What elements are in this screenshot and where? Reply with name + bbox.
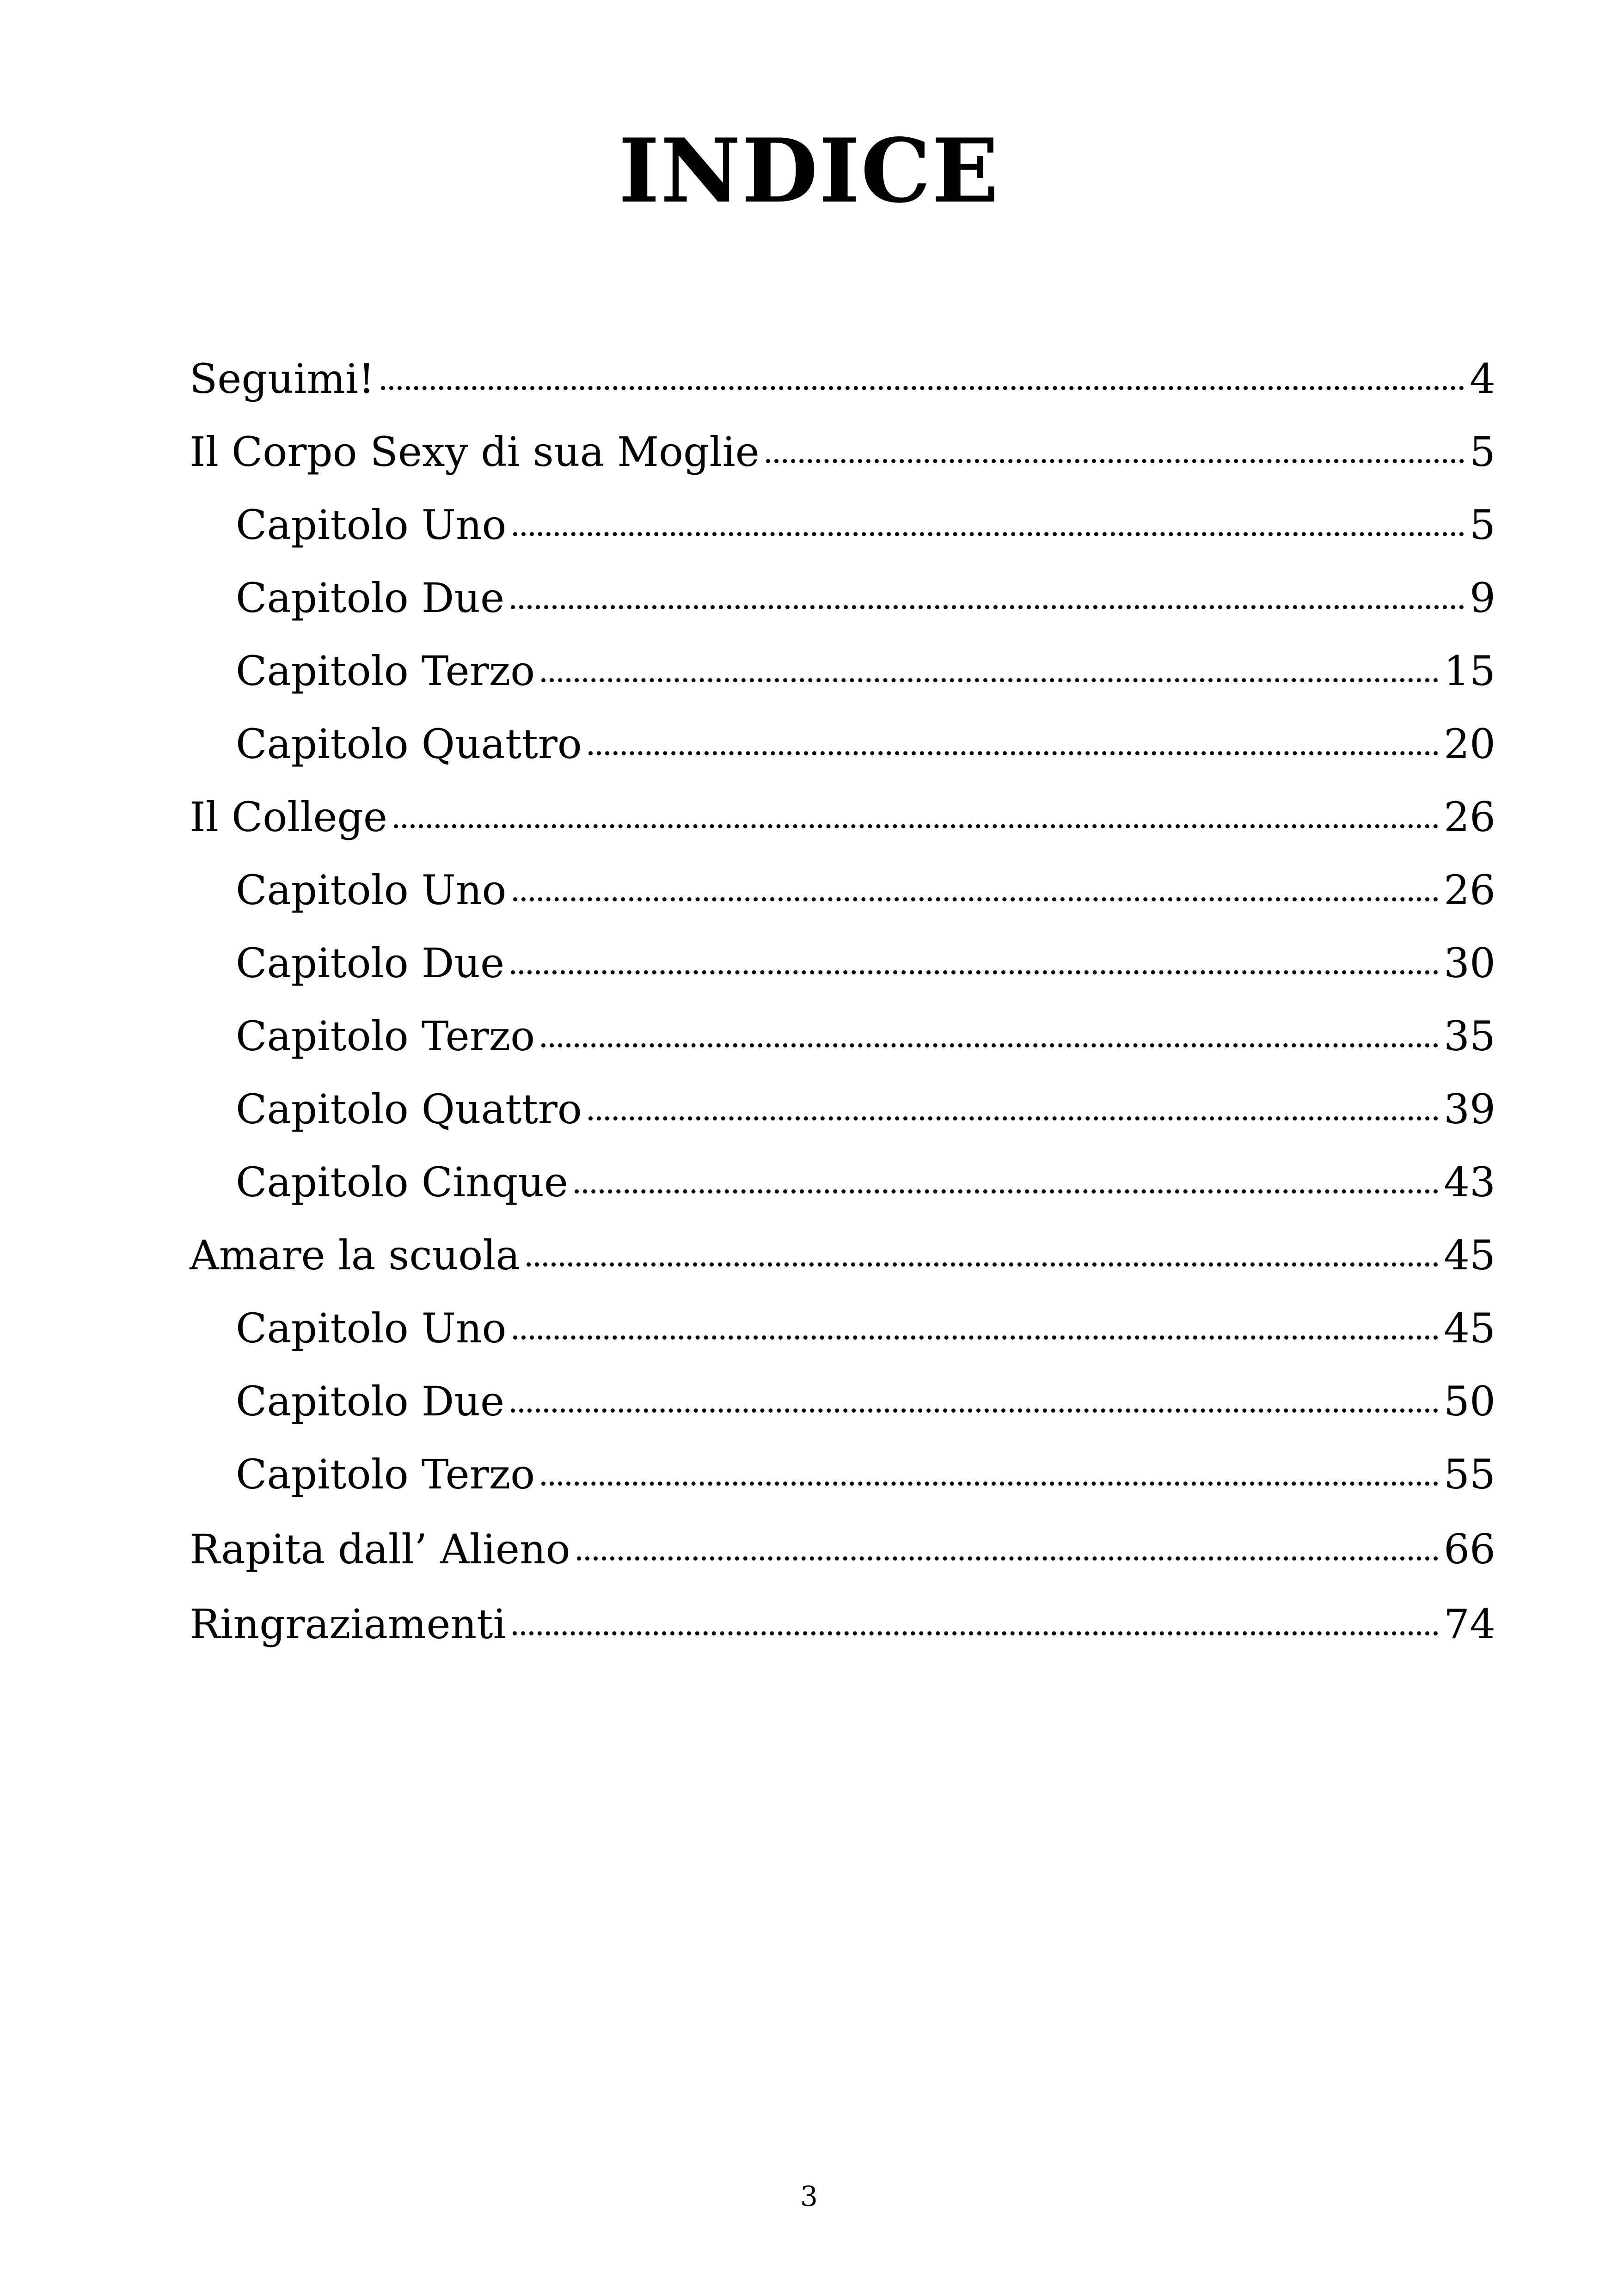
dot-leader (513, 897, 1438, 901)
toc-entry-seguimi[interactable] (190, 351, 1495, 407)
toc-entry-capitolo-cinque[interactable] (236, 1155, 1495, 1210)
toc-entry-il-corpo-sexy[interactable] (190, 424, 1495, 480)
dot-leader (511, 605, 1464, 609)
dot-leader (588, 1116, 1438, 1120)
dot-leader (511, 970, 1438, 974)
toc-entry-page: 26 (1444, 866, 1495, 914)
dot-leader (766, 459, 1464, 463)
toc-entry-label: Capitolo Due (236, 939, 505, 987)
toc-entry-page: 20 (1444, 720, 1495, 768)
toc-entry-capitolo-uno[interactable] (236, 497, 1495, 553)
toc-entry-label: Capitolo Uno (236, 501, 507, 549)
toc-entry-page: 4 (1470, 355, 1495, 403)
toc-entry-page: 66 (1444, 1525, 1495, 1573)
toc-entry-page: 15 (1444, 647, 1495, 695)
toc-entry-page: 39 (1444, 1085, 1495, 1133)
toc-entry-label: Capitolo Uno (236, 866, 507, 914)
toc-entry-page: 5 (1470, 501, 1495, 549)
dot-leader (541, 1482, 1438, 1486)
toc-entry-page: 55 (1444, 1451, 1495, 1498)
toc-entry-il-college[interactable] (190, 790, 1495, 845)
toc-entry-capitolo-quattro[interactable] (236, 716, 1495, 772)
dot-leader (541, 678, 1438, 682)
toc-entry-label: Il College (190, 793, 387, 841)
toc-entry-label: Capitolo Terzo (236, 1012, 535, 1060)
page-number: 3 (800, 2180, 818, 2213)
dot-leader (513, 1631, 1438, 1635)
page-title: INDICE (618, 119, 1000, 222)
dot-leader (588, 751, 1438, 755)
dot-leader (541, 1043, 1438, 1047)
toc-entry-label: Il Corpo Sexy di sua Moglie (190, 428, 760, 476)
dot-leader (381, 386, 1464, 390)
toc-entry-capitolo-uno[interactable] (236, 863, 1495, 918)
dot-leader (577, 1556, 1438, 1561)
toc-entry-capitolo-terzo[interactable] (236, 1009, 1495, 1064)
toc-entry-capitolo-due[interactable] (236, 570, 1495, 626)
toc-entry-page: 74 (1444, 1600, 1495, 1648)
dot-leader (527, 1262, 1438, 1267)
toc-entry-page: 5 (1470, 428, 1495, 476)
toc-entry-label: Capitolo Quattro (236, 720, 582, 768)
toc-entry-label: Ringraziamenti (190, 1600, 506, 1648)
toc-entry-page: 50 (1444, 1378, 1495, 1425)
toc-entry-capitolo-terzo[interactable] (236, 1447, 1495, 1502)
dot-leader (511, 1408, 1438, 1413)
toc-entry-label: Capitolo Terzo (236, 1451, 535, 1498)
toc-entry-label: Capitolo Terzo (236, 647, 535, 695)
toc-entry-page: 35 (1444, 1012, 1495, 1060)
toc-entry-amare-la-scuola[interactable] (190, 1228, 1495, 1283)
toc-entry-label: Seguimi! (190, 355, 375, 403)
dot-leader (513, 1335, 1438, 1340)
toc-entry-page: 30 (1444, 939, 1495, 987)
dot-leader (394, 824, 1438, 828)
toc-entry-label: Amare la scuola (190, 1231, 520, 1279)
toc-entry-capitolo-terzo[interactable] (236, 643, 1495, 699)
toc-entry-label: Capitolo Uno (236, 1304, 507, 1352)
toc-entry-capitolo-uno[interactable] (236, 1301, 1495, 1356)
toc-entry-label: Capitolo Due (236, 574, 505, 622)
toc-entry-page: 45 (1444, 1231, 1495, 1279)
toc-entry-page: 26 (1444, 793, 1495, 841)
toc-entry-capitolo-due[interactable] (236, 936, 1495, 991)
toc-entry-capitolo-due[interactable] (236, 1374, 1495, 1429)
toc-entry-page: 9 (1470, 574, 1495, 622)
dot-leader (513, 532, 1464, 536)
toc-entry-capitolo-quattro[interactable] (236, 1082, 1495, 1137)
toc-entry-ringraziamenti[interactable] (190, 1597, 1495, 1652)
toc-entry-rapita-dall-alieno[interactable] (190, 1522, 1495, 1577)
dot-leader (575, 1189, 1438, 1194)
toc-entry-page: 45 (1444, 1304, 1495, 1352)
toc-entry-label: Capitolo Cinque (236, 1158, 568, 1206)
toc-entry-label: Capitolo Quattro (236, 1085, 582, 1133)
toc-entry-label: Rapita dall’ Alieno (190, 1525, 570, 1573)
toc-entry-page: 43 (1444, 1158, 1495, 1206)
toc-entry-label: Capitolo Due (236, 1378, 505, 1425)
